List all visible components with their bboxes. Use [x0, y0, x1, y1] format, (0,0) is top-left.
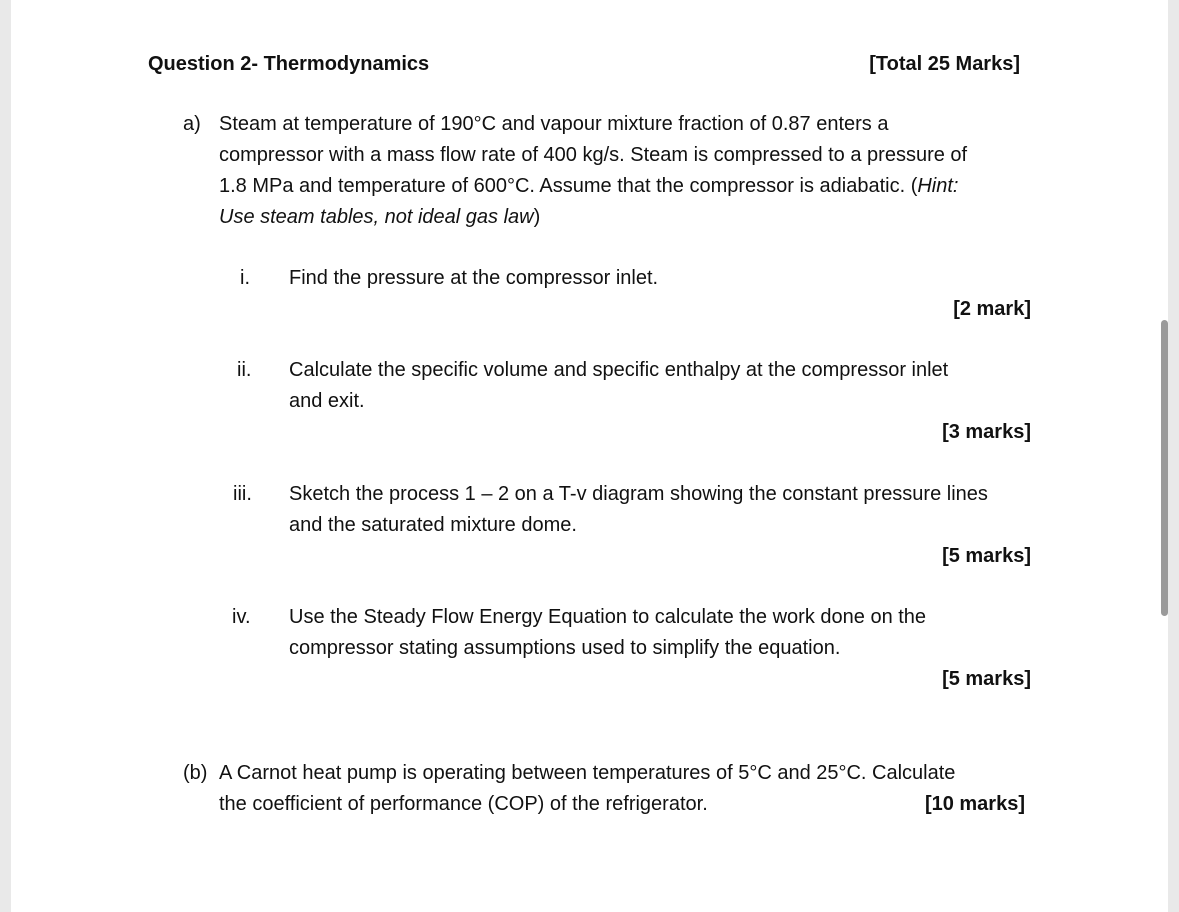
total-marks: [Total 25 Marks] — [869, 53, 1020, 75]
item-iii-line-1: Sketch the process 1 – 2 on a T-v diagram showing the constant pressure lines — [289, 483, 988, 505]
part-b-line-1: A Carnot heat pump is operating between temperatures of 5°C and 25°C. Calculate — [219, 762, 956, 784]
item-i-marks: [2 mark] — [953, 298, 1031, 320]
document-page — [11, 0, 1168, 912]
question-title: Question 2- Thermodynamics — [148, 53, 430, 75]
hint-close: ) — [533, 206, 541, 228]
part-a-line-3-text: 1.8 MPa and temperature of 600°C. Assume that the compressor is adiabatic. ( — [219, 175, 918, 197]
item-iii-line-2: and the saturated mixture dome. — [289, 514, 577, 536]
part-a-line-4 — [219, 202, 540, 233]
item-ii-marks: [3 marks] — [942, 421, 1031, 443]
part-b-line-2: the coefficient of performance (COP) of the refrigerator. — [219, 793, 708, 815]
part-b-marks: [10 marks] — [924, 793, 1025, 815]
item-ii-line-2: and exit. — [289, 390, 365, 412]
hint-text: Use steam tables, not ideal gas law — [219, 206, 534, 228]
vertical-scrollbar[interactable] — [1161, 320, 1168, 616]
item-iv-marks: [5 marks] — [942, 668, 1031, 690]
item-ii-numeral: ii. — [237, 359, 252, 381]
item-i-numeral: i. — [240, 267, 250, 289]
part-a-line-3 — [219, 171, 958, 202]
item-i-line-1: Find the pressure at the compressor inlet. — [289, 267, 659, 289]
item-iii-numeral: iii. — [233, 483, 252, 505]
hint-label: Hint: — [917, 175, 959, 197]
part-b-label: (b) — [183, 762, 208, 784]
part-a-line-2: compressor with a mass flow rate of 400 kg/s. Steam is compressed to a pressure of — [219, 144, 968, 166]
part-a-line-1: Steam at temperature of 190°C and vapour mixture fraction of 0.87 enters a — [219, 113, 889, 135]
item-iv-line-1: Use the Steady Flow Energy Equation to calculate the work done on the — [289, 606, 927, 628]
item-iii-marks: [5 marks] — [942, 545, 1031, 567]
item-iv-line-2: compressor stating assumptions used to simplify the equation. — [289, 637, 841, 659]
item-iv-numeral: iv. — [232, 606, 251, 628]
item-ii-line-1: Calculate the specific volume and specific enthalpy at the compressor inlet — [289, 359, 949, 381]
part-a-label: a) — [183, 113, 201, 135]
